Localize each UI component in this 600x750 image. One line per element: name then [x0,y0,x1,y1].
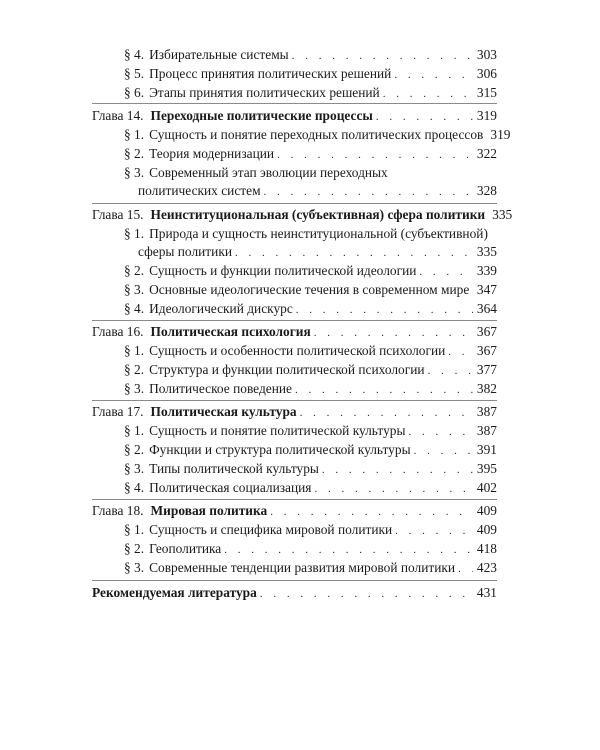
page-number: 347 [476,282,497,297]
dot-leader [292,48,473,64]
section-title: Процесс принятия политических решений [149,66,392,81]
toc-entry [124,480,497,497]
section-number: § 6. [124,85,145,100]
dot-leader [395,523,473,539]
dot-leader [295,382,473,398]
toc-entry [124,343,497,360]
page-number: 377 [476,362,497,377]
toc-entry [124,461,497,478]
toc-entry [124,541,497,558]
section-title-continued: сферы политики [138,244,232,259]
section-title: Политическое поведение [149,381,292,396]
toc-entry [124,423,497,440]
section-number: § 3. [124,461,145,476]
toc-entry [124,146,497,163]
dot-leader [419,264,473,280]
divider [92,499,497,500]
section-title: Политическая социализация [149,480,312,495]
dot-leader [322,462,473,478]
chapter-entry [92,108,497,125]
section-number: § 5. [124,66,145,81]
section-title: Типы политической культуры [149,461,319,476]
section-title-continued: политических систем [138,183,261,198]
page-number: 391 [476,442,497,457]
page-number: 431 [476,585,497,600]
dot-leader [235,245,473,261]
dot-leader [314,325,473,341]
literature-entry [92,585,497,602]
chapter-number: Глава 16. [92,324,144,339]
chapter-number: Глава 18. [92,503,144,518]
section-number: § 2. [124,146,145,161]
page-number: 423 [476,560,497,575]
page-number: 364 [476,301,497,316]
dot-leader [314,481,472,497]
divider [92,320,497,321]
section-number: § 4. [124,47,145,62]
section-title: Структура и функции политической психологии [149,362,425,377]
page-number: 322 [476,146,497,161]
section-number: § 2. [124,541,145,556]
page-number: 409 [476,503,497,518]
page-number: 315 [476,85,497,100]
dot-leader [448,344,473,360]
toc-entry [124,85,497,102]
section-number: § 2. [124,362,145,377]
toc-entry-continuation [138,183,497,200]
dot-leader [458,561,473,577]
toc-entry [124,263,497,280]
section-number: § 1. [124,343,145,358]
dot-leader [394,67,473,83]
section-number: § 1. [124,522,145,537]
toc-entry [124,362,497,379]
divider [92,203,497,204]
section-number: § 2. [124,442,145,457]
page-number: 409 [476,522,497,537]
dot-leader [270,504,473,520]
dot-leader [472,283,473,299]
section-title: Основные идеологические течения в современном мире [149,282,470,297]
page-number: 306 [476,66,497,81]
section-title: Функции и структура политической культуры [149,442,411,457]
section-title: Сущность и функции политической идеологии [149,263,417,278]
page-number: 367 [476,324,497,339]
dot-leader [428,363,473,379]
page-number: 387 [476,404,497,419]
section-title: Сущность и специфика мировой политики [149,522,393,537]
chapter-title: Политическая культура [150,404,297,419]
page-number: 303 [476,47,497,62]
section-number: § 4. [124,480,145,495]
divider [92,400,497,401]
section-number: § 3. [124,282,145,297]
chapter-title: Неинституциональная (субъективная) сфера политики [150,207,486,222]
dot-leader [277,147,473,163]
section-title: Сущность и особенности политической психологии [149,343,446,358]
section-number: § 1. [124,226,145,241]
section-number: § 2. [124,263,145,278]
page-number: 387 [476,423,497,438]
dot-leader [376,109,473,125]
dot-leader [300,405,473,421]
page-number: 328 [476,183,497,198]
page-number: 339 [476,263,497,278]
chapter-entry [92,324,497,341]
page-number: 319 [490,127,511,142]
dot-leader [260,586,473,602]
section-title: Идеологический дискурс [149,301,293,316]
dot-leader [408,424,472,440]
page-number: 319 [476,108,497,123]
section-number: § 1. [124,127,145,142]
section-number: § 3. [124,381,145,396]
literature-title: Рекомендуемая литература [92,585,257,600]
section-title: Сущность и понятие политической культуры [149,423,406,438]
toc-entry [124,442,497,459]
toc-entry-continuation [138,244,497,261]
toc-entry [124,301,497,318]
section-title: Современный этап эволюции переходных [149,165,388,180]
page-number: 382 [476,381,497,396]
toc-entry [124,522,497,539]
dot-leader [224,542,473,558]
chapter-title: Мировая политика [150,503,268,518]
toc-entry [124,381,497,398]
toc-entry [124,226,497,242]
chapter-number: Глава 15. [92,207,144,222]
dot-leader [383,86,473,102]
section-number: § 1. [124,423,145,438]
chapter-title: Политическая психология [150,324,311,339]
page-number: 367 [476,343,497,358]
dot-leader [296,302,473,318]
dot-leader [414,443,473,459]
chapter-entry [92,404,497,421]
page-number: 418 [476,541,497,556]
section-title: Теория модернизации [149,146,275,161]
divider [92,580,497,581]
toc-entry [124,560,497,577]
chapter-title: Переходные политические процессы [150,108,373,123]
page-number: 395 [476,461,497,476]
dot-leader [264,184,473,200]
section-title: Природа и сущность неинституциональной (субъективной) [149,226,488,241]
section-title: Сущность и понятие переходных политических процессов [149,127,484,142]
section-title: Геополитика [149,541,222,556]
page-number: 335 [476,244,497,259]
toc-entry [124,165,497,181]
section-number: § 3. [124,165,145,180]
chapter-entry [92,503,497,520]
section-number: § 4. [124,301,145,316]
chapter-entry [92,207,513,224]
divider [92,103,497,104]
chapter-number: Глава 14. [92,108,144,123]
section-title: Избирательные системы [149,47,289,62]
toc-entry [124,47,497,64]
toc-entry [124,282,497,299]
section-title: Этапы принятия политических решений [149,85,380,100]
section-number: § 3. [124,560,145,575]
chapter-number: Глава 17. [92,404,144,419]
page-number: 335 [492,207,513,222]
toc-entry [124,66,497,83]
section-title: Современные тенденции развития мировой политики [149,560,456,575]
toc-entry [124,127,511,144]
page-number: 402 [476,480,497,495]
